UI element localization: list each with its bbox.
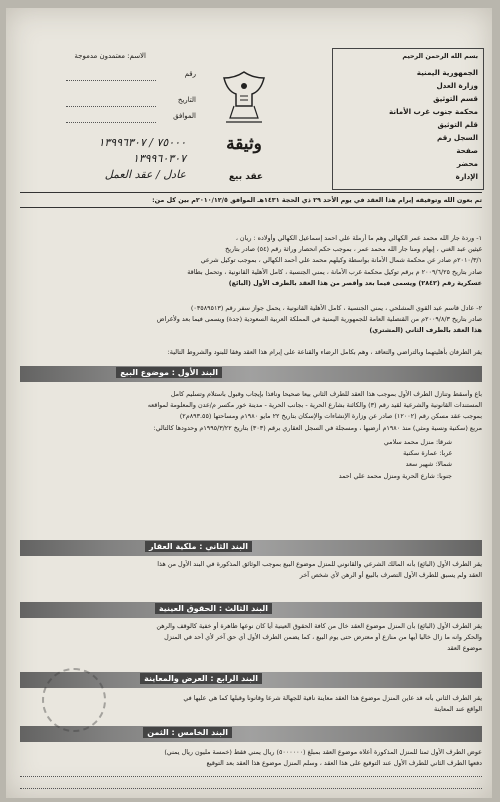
clause-4-line: يقر الطرف الثاني بأنه قد عاين المنزل موضوع هذا العقد معاينة نافية للجهالة شرعا وقانونا وقبلها كما هي عليها في — [183, 694, 482, 702]
header-right-line: محكمة جنوب غرب الأمانة — [389, 107, 478, 116]
party-first-line: ١- وردة جار الله محمد عمر الكهالي وهم ما أرملة علي احمد إسماعيل الكهالي وأولاده : ريان ، — [235, 234, 482, 242]
clause-1-line: بموجب عقد مسكن رقم (١٢٠٠٢) صادر عن وزارة الإنشاءات والإسكان بتاريخ ٢٢ مايو ١٩٨٠م ومساحتها (٨٩٣.٥٥م٢) — [179, 412, 482, 421]
boundary-east: شرقا: منزل محمد سلامي — [383, 438, 452, 446]
header-right-line: وزارة العدل — [436, 81, 478, 90]
clause-1-label: البند الأول : موضوع البيع — [116, 367, 222, 378]
boundary-south: جنوبا: شارع الحرية ومنزل محمد علي احمد — [338, 471, 452, 480]
header-left-line1: الاسم: معتمدون مدموجة — [74, 52, 146, 60]
clause-1-line: المستندات القانونية والشرعية لقيد رقم (٣) والكائنة بشارع الحرية - بجانب الحرية - مدينة خور مكسر م/عدن والمعلومة لمواقعه — [147, 401, 482, 410]
header-right-lines — [338, 66, 478, 183]
party-first-line: عسكرية رقم (٢٨٤٢) ويسمى فيما بعد وأقصر من هذا العقد بالطرف الأول (البائع) — [228, 278, 482, 287]
clause-1-line: مربع (سكنية ونسية ومثي) منذ ١٩٨٠م أرضيها ، ومسجلة في السجل العقاري برقم (٣٠٣) بتاريخ ١٩٩٥/٣/٢٢م وحدودها كالتالي: — [153, 423, 482, 432]
header-right-line: صفحة — [456, 146, 478, 155]
clause-2-body — [20, 560, 482, 582]
clause-4-line: الواقع عند المعاينة — [434, 705, 482, 714]
clause-5-body — [20, 748, 482, 770]
clause-2-line: العقد ولم يسبق للطرف الأول التصرف بالبيع أو الرهن لأي شخص آخر — [299, 571, 482, 580]
header-right-line: الإدارة — [455, 172, 478, 181]
header-left-date-label: التاريخ — [177, 96, 196, 104]
header-right-line: السجل رقم — [436, 133, 478, 142]
clause-3-line: موضوع العقد — [447, 644, 482, 653]
handwritten-number: ١٣٩٩٦٠٣٠٧ — [132, 152, 186, 165]
clause-3-body — [20, 622, 482, 656]
boundary-north: شمالا: شهير سعد — [405, 460, 452, 469]
header-right-line: محضر — [456, 159, 478, 168]
header-left-corresponding-label: الموافق — [173, 112, 196, 120]
boundary-west: غربا: عمارة سكنية — [403, 449, 452, 458]
basmala: بسم الله الرحمن الرحيم — [402, 52, 478, 60]
header-left-number-label: رقم — [184, 70, 196, 78]
clause-1-bar — [20, 366, 482, 382]
party-second-line: صادر بتاريخ ٢٠٠٩/٨/٣م من القنصلية العامة للجمهورية اليمنية في المملكة العربية السعودية (جدة) ويسمى فيما بعد ولأغراض — [156, 315, 482, 324]
party-first-line: غيثين عبد الغني ، إيهام ومنا جار الله محمد عمر ، بموجب حكم انحصار وراثة رقم (٥٤) صادر بتاريخ — [225, 245, 482, 254]
clause-1-line: باع وأسقط وتنازل الطرف الأول بموجب هذا العقد للطرف الثاني بيعا صحيحا ونافذا بإيجاب وقبول باستلام وتسليم كامل — [170, 390, 482, 398]
party-second — [20, 304, 482, 338]
handwritten-note: عادل / عقد العمل — [104, 168, 186, 181]
boundaries — [20, 438, 482, 483]
handwritten-reference: ٧٥٠٠٠ / ١٣٩٩٦٣٠٧ — [98, 136, 186, 149]
clause-4-label: البند الرابع : العرض والمعاينة — [140, 673, 262, 684]
contract-type: عقد بيع — [228, 172, 264, 182]
preamble: تم بعون الله وتوفيقه إبرام هذا العقد في يوم الأحد ٢٩ ذي الحجة ١٤٣١هـ الموافق ٢٠١٠/١٢/٥م بين كل من: — [152, 196, 482, 204]
clause-1-body — [20, 390, 482, 435]
header-right-line: الجمهورية اليمنية — [416, 68, 478, 77]
party-first-line: صادر بتاريخ ٢٠٠٩/٦/٢٥ م برقم توكيل محكمة غرب الأمانة ، يمني الجنسية ، كامل الأهلية القانونية ، وتحمل بطاقة — [187, 267, 482, 276]
clause-5-line: عوض الطرف الأول ثمنا للمنزل المذكورة أعلاه موضوع العقد بمبلغ (٥٠٠٠٠٠٠) ريال يمني فقط (خمسة مليون ريال يمني) — [164, 748, 482, 756]
document-title: وثيقة — [226, 134, 262, 154]
clause-5-bar — [20, 726, 482, 742]
clause-5-label: البند الخامس : الثمن — [143, 727, 232, 738]
header-right-line: قسم التوثيق — [433, 94, 478, 103]
faded-stamp — [42, 668, 106, 732]
yemen-eagle-emblem-icon — [212, 66, 276, 130]
clause-3-label: البند الثالث : الحقوق العينية — [155, 603, 272, 614]
clause-5-line: دفعها الطرف الثاني للطرف الأول عند التوقيع على هذا العقد ، وسلم المنزل موضوع هذا العقد بعد التوقيع — [206, 759, 482, 768]
party-first — [20, 234, 482, 290]
party-second-line: هذا العقد بالطرف الثاني (المشتري) — [369, 326, 482, 335]
party-second-line: ٢- عادل قاسم عبد القوي المشلحي ، يمني الجنسية ، كامل الأهلية القانونية ، يحمل جواز سفر رقم (٠٣٥٨٩٥١٣) — [190, 304, 482, 312]
clause-3-line: والحكر وانه ما زال خاليا أيها من منازع أو معترض حتى يوم البيع ، كما يضمن الطرف الأول أي حق آخر لأي أحد في المنزل — [164, 633, 482, 642]
header-right-line: قلم التوثيق — [437, 120, 478, 129]
clause-3-line: يقر الطرف الأول (البائع) بأن المنزل موضوع العقد خال من كافة الحقوق العينية أيا كان نوعها ظاهرة أو خفية كالوقف والرهن — [156, 622, 482, 630]
clause-2-line: يقر الطرف الأول (البائع) بأنه المالك الشرعي والقانوني للمنزل موضوع البيع بموجب الوثائق المذكورة في البند الأول من هذا — [157, 560, 482, 568]
clause-2-label: البند الثاني : ملكية العقار — [145, 541, 252, 552]
document-sheet — [6, 8, 492, 798]
party-first-line: ٢٠١٠/٣/١م صادر عن محكمة شمال الأمانة بواسطة وكيلهم محمد علي أحمد الكهالي ، بموجب توكيل شرعي — [200, 256, 482, 265]
agreement: يقر الطرفان بأهليتهما وبالتراضي والتعاقد ، وهم بكامل الرضاء والقناعة على إبرام هذا العقد وفقا للبنود والشروط التالية: — [167, 348, 482, 356]
